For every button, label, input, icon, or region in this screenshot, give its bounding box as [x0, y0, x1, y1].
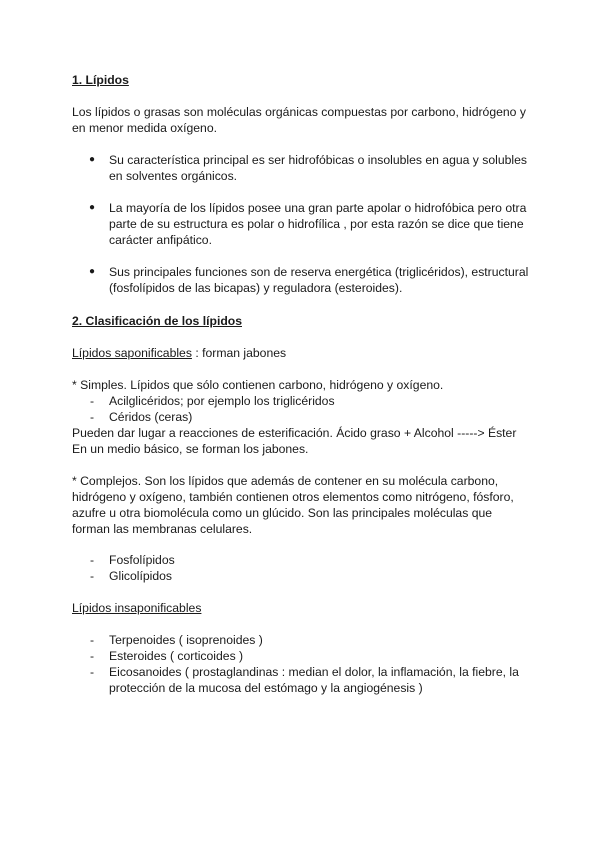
simples-line: * Simples. Lípidos que sólo contienen carbono, hidrógeno y oxígeno. — [72, 378, 444, 392]
bullet-text: Sus principales funciones son de reserva energética (triglicéridos), estructural (fosfolípidos de las bicapas) y reguladora (esteroides). — [109, 265, 529, 295]
section2-heading: 2. Clasificación de los lípidos — [72, 314, 242, 328]
bullet-marker: ● — [89, 154, 96, 165]
dash-marker: - — [90, 649, 95, 663]
section1-intro: Los lípidos o grasas son moléculas orgánicas compuestas por carbono, hidrógeno y en menor medida oxígeno. — [72, 105, 526, 135]
bullet-text: La mayoría de los lípidos posee una gran parte apolar o hidrofóbica pero otra parte de su estructura es polar o hidrofílica , por esta razón se dice que tiene carácter anfipático. — [109, 201, 527, 247]
list-item-text: Acilglicéridos; por ejemplo los triglicéridos — [109, 394, 335, 408]
dash-marker: - — [90, 633, 95, 647]
list-item-text: Glicolípidos — [109, 569, 172, 583]
list-item-text: Céridos (ceras) — [109, 410, 193, 424]
list-item-text: Esteroides ( corticoides ) — [109, 649, 244, 663]
saponificables-label: Lípidos saponificables — [72, 346, 192, 360]
bullet-marker: ● — [89, 266, 96, 277]
dash-marker: - — [90, 553, 95, 567]
dash-marker: - — [90, 569, 95, 583]
simples-note: Pueden dar lugar a reacciones de esterificación. Ácido graso + Alcohol -----> Éster En un medio básico, se forman los jabones. — [72, 426, 517, 456]
saponificables-rest: : forman jabones — [195, 346, 287, 360]
dash-marker: - — [90, 410, 95, 424]
saponificables-line — [72, 345, 532, 361]
bullet-marker: ● — [89, 202, 96, 213]
bullet-text: Su característica principal es ser hidrofóbicas o insolubles en agua y solubles en solventes orgánicos. — [109, 153, 527, 183]
list-item-text: Eicosanoides ( prostaglandinas : median el dolor, la inflamación, la fiebre, la protección de la mucosa del estómago y la angiogénesis ) — [109, 665, 519, 695]
dash-marker: - — [90, 665, 95, 679]
insaponificables-label: Lípidos insaponificables — [72, 601, 202, 615]
list-item-text: Fosfolípidos — [109, 553, 175, 567]
dash-marker: - — [90, 394, 95, 408]
complejos-paragraph: * Complejos. Son los lípidos que además de contener en su molécula carbono, hidrógeno y oxígeno, también contienen otros elementos como nitrógeno, fósforo, azufre u otra biomolécula como un glúcido. Son las principales moléculas que forman las membranas celulares. — [72, 474, 514, 536]
section1-heading: 1. Lípidos — [72, 73, 129, 87]
list-item-text: Terpenoides ( isoprenoides ) — [109, 633, 263, 647]
